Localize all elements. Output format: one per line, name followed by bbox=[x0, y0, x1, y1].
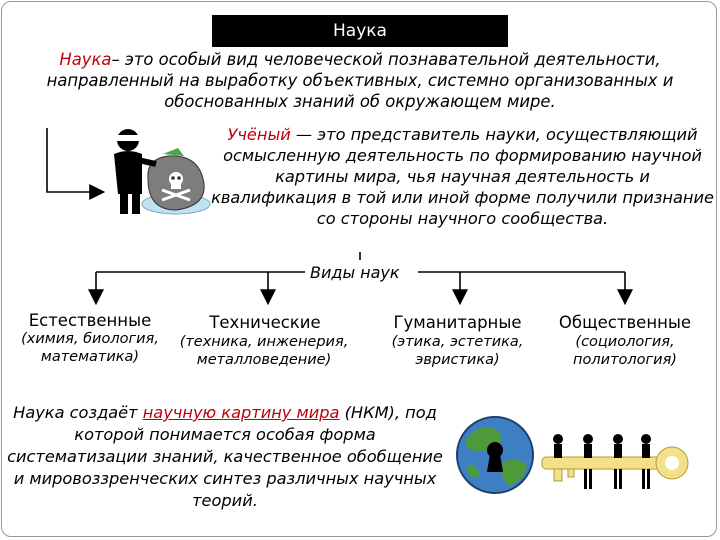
category-humanities-examples: (этика, эстетика, эвристика) bbox=[391, 334, 524, 368]
ncm-highlight: научную картину мира bbox=[142, 403, 340, 422]
definition-text: – это особый вид человеческой познавательной деятельности, направленный на выработку объективных, системно организованных и обоснованных знаний об окружающем мире. bbox=[46, 50, 674, 111]
left-arrow bbox=[47, 128, 102, 192]
thief-clipart bbox=[108, 124, 213, 219]
category-humanities: Гуманитарные bbox=[393, 313, 522, 332]
category-technical-examples: (техника, инженерия, металловедение) bbox=[179, 334, 349, 368]
ncm-after: (НКМ), под которой понимается особая форма систематизации знаний, качественное обобщение и мировоззренческих синтез различных научных теорий. bbox=[7, 403, 443, 510]
people-with-key-clipart bbox=[540, 433, 690, 495]
definition-term: Наука bbox=[59, 50, 112, 69]
types-label: Виды наук bbox=[310, 263, 400, 282]
category-social: Общественные bbox=[558, 313, 692, 332]
scientist-text: — это представитель науки, осуществляющий осмысленную деятельность по формированию научной картины мира, чья научная деятельность и квалификация в той или иной форме получили признание со стороны научного сообщества. bbox=[211, 125, 714, 228]
category-social-examples: (социология, политология) bbox=[573, 334, 677, 368]
ncm-before: Наука создаёт bbox=[13, 403, 143, 422]
scientist-term: Учёный bbox=[227, 125, 291, 144]
category-natural-examples: (химия, биология, математика) bbox=[21, 331, 159, 365]
category-natural: Естественные bbox=[28, 311, 152, 330]
category-technical: Технические bbox=[209, 313, 321, 332]
globe-keyhole-clipart bbox=[453, 414, 537, 496]
ncm-paragraph bbox=[5, 402, 445, 512]
slide-title: Наука bbox=[212, 15, 508, 47]
